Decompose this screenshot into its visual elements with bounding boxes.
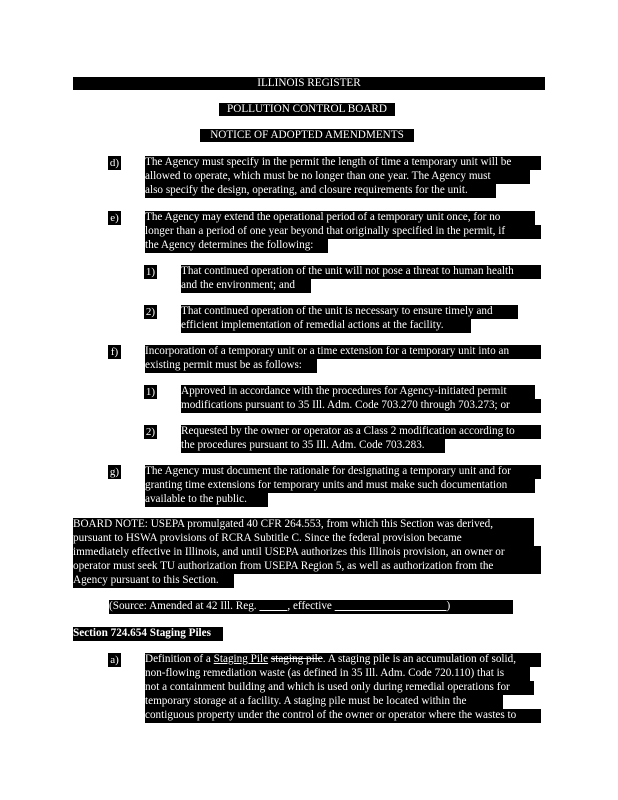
board-note-line-2: pursuant to HSWA provisions of RCRA Subtitle C. Since the federal provision became — [73, 532, 534, 546]
item-a-line-3: not a containment building and which is used only during remedial operations for — [145, 681, 534, 695]
item-a-line-1 — [145, 653, 541, 667]
item-f-line-1: Incorporation of a temporary unit or a time extension for a temporary unit into an — [145, 345, 541, 359]
item-e2-line-1: That continued operation of the unit is necessary to ensure timely and — [181, 305, 518, 319]
item-a-line-2: non-flowing remediation waste (as defined in 35 Ill. Adm. Code 720.110) that is — [145, 667, 530, 681]
source-prefix: (Source: Amended at 42 Ill. Reg. — [109, 600, 260, 612]
item-a-marker: a) — [108, 653, 121, 667]
item-d-line-3: also specify the design, operating, and closure requirements for the unit. — [145, 184, 496, 198]
item-a-line-1-suffix: . A staging pile is an accumulation of solid, — [322, 653, 517, 665]
source-line — [109, 600, 513, 614]
source-blank-1 — [259, 600, 287, 612]
board-note-line-5: Agency pursuant to this Section. — [73, 574, 234, 588]
source-blank-2 — [335, 600, 447, 612]
source-suffix: ) — [446, 600, 451, 612]
item-g-line-2: granting time extensions for temporary units and must make such documentation — [145, 479, 535, 493]
board-note-line-1: BOARD NOTE: USEPA promulgated 40 CFR 264.553, from which this Section was derived, — [73, 518, 534, 532]
item-g-line-1: The Agency must document the rationale for designating a temporary unit and for — [145, 465, 541, 479]
register-header: ILLINOIS REGISTER — [73, 77, 545, 90]
item-a-line-1-prefix: Definition of a — [145, 653, 214, 665]
item-a-line-1-struck: staging pile — [270, 653, 323, 665]
item-e2-marker: 2) — [145, 306, 156, 318]
item-e1-marker: 1) — [145, 266, 156, 278]
item-f-line-2: existing permit must be as follows: — [145, 359, 317, 373]
board-header: POLLUTION CONTROL BOARD — [219, 103, 395, 116]
item-e-line-2: longer than a period of one year beyond that originally specified in the permit, if — [145, 225, 541, 239]
section-title: Section 724.654 Staging Piles — [73, 627, 223, 641]
board-note-line-3: immediately effective in Illinois, and until USEPA authorizes this Illinois provision, an owner or — [73, 546, 541, 560]
item-e-line-3: the Agency determines the following: — [145, 239, 328, 253]
item-e2-line-2: efficient implementation of remedial actions at the facility. — [181, 319, 471, 333]
item-a-line-4: temporary storage at a facility. A staging pile must be located within the — [145, 695, 503, 709]
item-e1-line-2: and the environment; and — [181, 279, 311, 293]
item-d-line-1: The Agency must specify in the permit the length of time a temporary unit will be — [145, 156, 541, 170]
item-a-line-1-underlined: Staging Pile — [213, 653, 269, 665]
item-g-line-3: available to the public. — [145, 493, 268, 507]
item-e1-line-1: That continued operation of the unit will not pose a threat to human health — [181, 265, 541, 279]
item-f2-line-2: the procedures pursuant to 35 Ill. Adm. Code 703.283. — [181, 439, 445, 453]
item-e-line-1: The Agency may extend the operational period of a temporary unit once, for no — [145, 211, 535, 225]
item-d-line-2: allowed to operate, which must be no longer than one year. The Agency must — [145, 170, 530, 184]
item-a-line-5: contiguous property under the control of the owner or operator where the wastes to — [145, 709, 541, 723]
item-f-marker: f) — [108, 345, 121, 359]
item-f2-marker: 2) — [145, 426, 156, 438]
item-f2-line-1: Requested by the owner or operator as a Class 2 modification according to — [181, 425, 541, 439]
item-f1-line-1: Approved in accordance with the procedures for Agency-initiated permit — [181, 385, 535, 399]
board-note-line-4: operator must seek TU authorization from USEPA Region 5, as well as authorization from the — [73, 560, 541, 574]
item-e-marker: e) — [108, 211, 121, 225]
item-d-marker: d) — [109, 157, 120, 169]
item-f1-line-2: modifications pursuant to 35 Ill. Adm. Code 703.270 through 703.273; or — [181, 399, 541, 413]
item-g-marker: g) — [109, 466, 120, 478]
source-mid: , effective — [287, 600, 335, 612]
item-f1-marker: 1) — [145, 386, 156, 398]
notice-header: NOTICE OF ADOPTED AMENDMENTS — [200, 129, 414, 142]
